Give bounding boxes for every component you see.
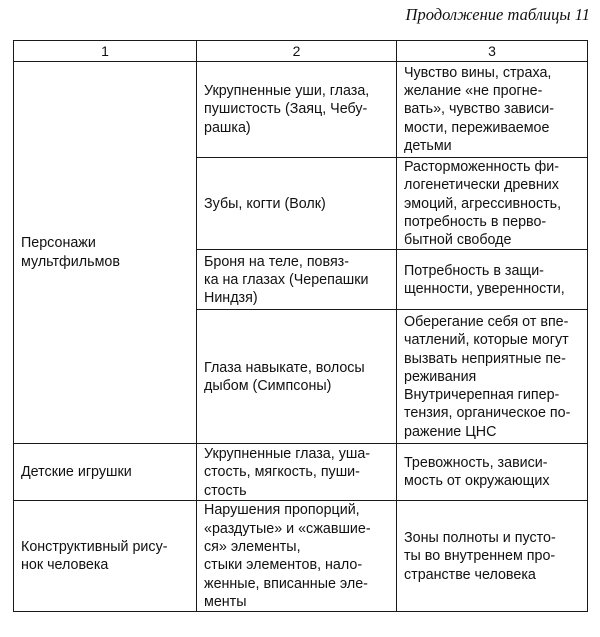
meaning-cell [397,158,588,250]
group-label-human-drawing [14,501,197,612]
meaning-text: Чувство вины, страха, желание «не прогне- вать», чувство зависи- мости, переживаемое детьми [404,64,555,154]
features-cell [197,158,397,250]
features-cell [197,310,397,444]
features-text: Броня на теле, повяз- ка на глазах (Черепашки Ниндзя) [204,253,369,307]
table-caption: Продолжение таблицы 11 [405,5,590,24]
group-label-text: Персонажи мультфильмов [21,235,120,270]
column-header-3: 3 [397,41,588,62]
features-text: Укрупненные уши, глаза, пушистость (Заяц, Чебу- рашка) [204,83,370,136]
table-row [14,62,588,158]
data-table [13,40,588,612]
features-text: Нарушения пропорций, «раздутые» и «сжавшие- ся» элементы, стыки элементов, нало- женные, вписанные эле- менты [204,502,371,610]
column-header-2: 2 [197,41,397,62]
features-text: Глаза навыкате, волосы дыбом (Симпсоны) [204,359,365,394]
features-cell [197,62,397,158]
group-label-text: Конструктивный рису- нок человека [21,539,168,574]
meaning-text: Тревожность, зависи- мость от окружающих [404,455,550,490]
features-text: Зубы, когти (Волк) [204,195,326,212]
meaning-text: Потребность в защи- щенности, уверенности, [404,262,565,297]
table-header-row [14,41,588,62]
meaning-text: Оберегание себя от впе- чатлений, которые могут вызвать неприятные пе- реживания Внутричерепная гипер- тензия, органическое по- ражение ЦНС [404,313,571,440]
meaning-text: Зоны полноты и пусто- ты во внутреннем про- странстве человека [404,529,556,583]
table-row [14,501,588,612]
features-cell [197,250,397,310]
features-text: Укрупненные глаза, уша- стость, мягкость, пуши- стость [204,446,371,499]
column-header-1: 1 [14,41,197,62]
group-label-cartoon-characters [14,62,197,444]
group-label-text: Детские игрушки [21,464,132,481]
meaning-cell [397,501,588,612]
features-cell [197,501,397,612]
features-cell [197,444,397,501]
group-label-toys [14,444,197,501]
meaning-cell [397,250,588,310]
meaning-cell [397,444,588,501]
meaning-cell [397,310,588,444]
table-row [14,444,588,501]
meaning-text: Расторможенность фи- логенетически древних эмоций, агрессивность, потребность в перво- бытной свободе [404,159,562,249]
meaning-cell [397,62,588,158]
